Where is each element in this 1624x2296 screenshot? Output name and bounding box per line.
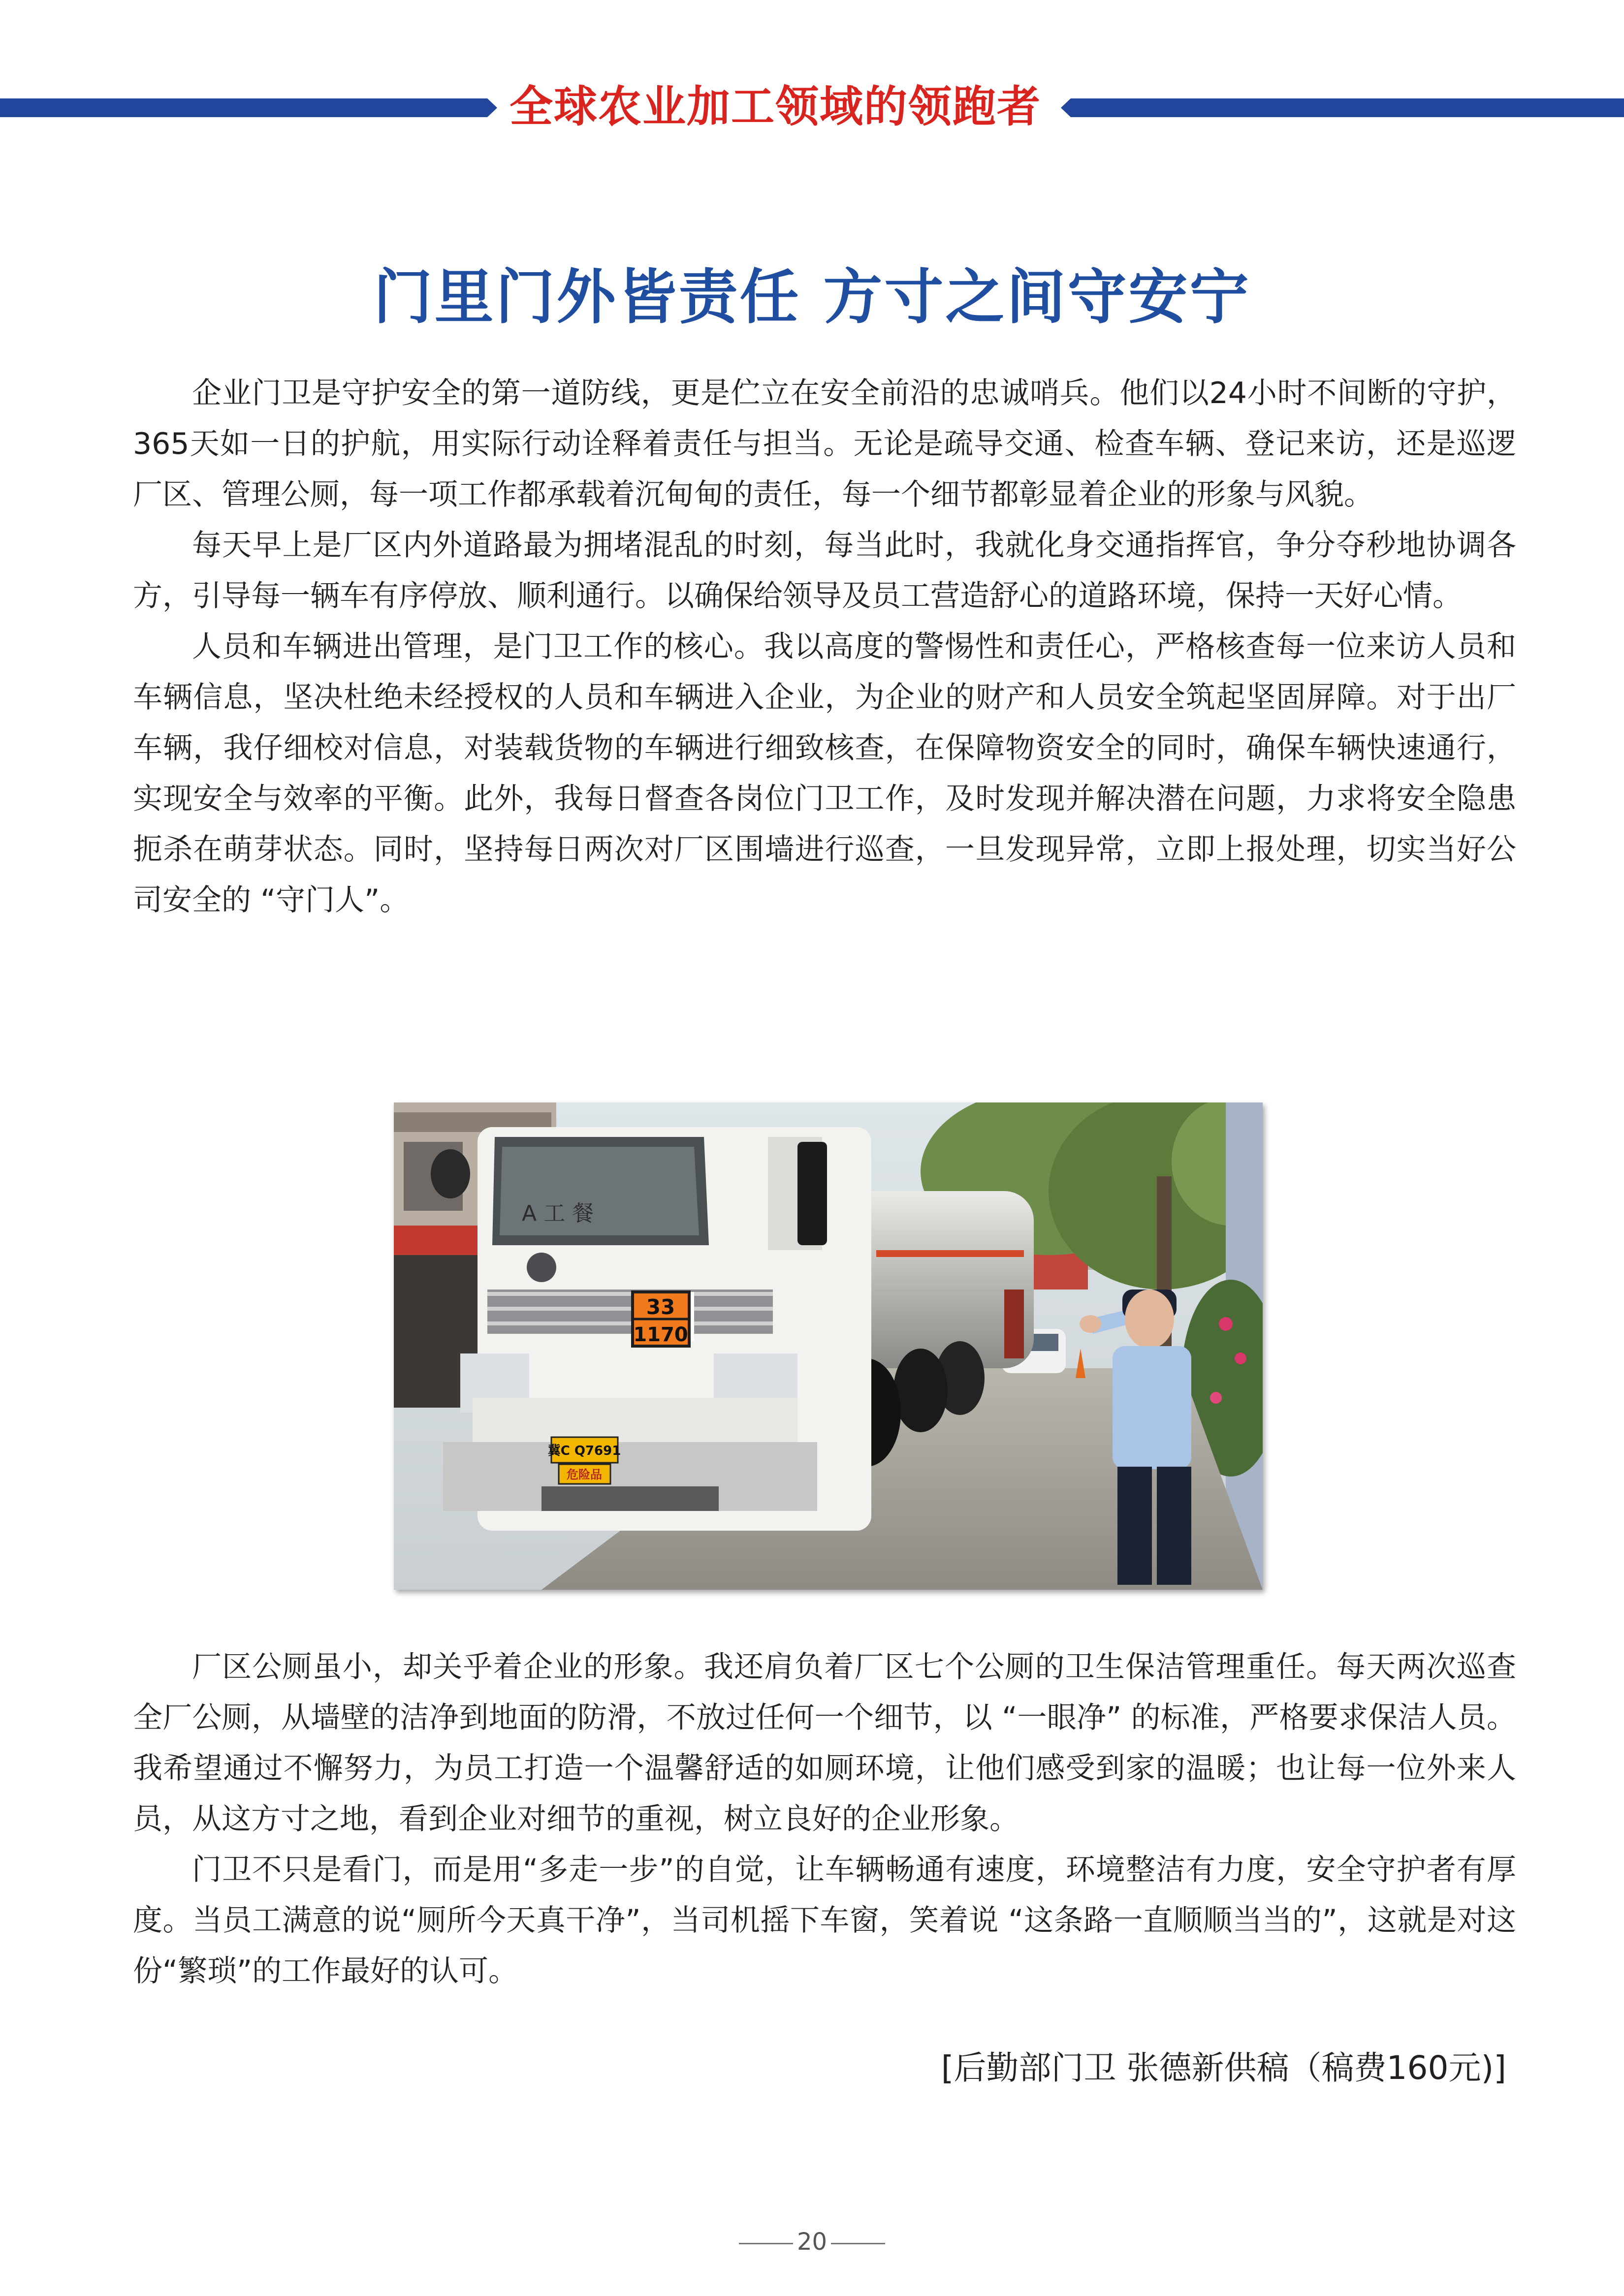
header-rule-right (1071, 98, 1624, 117)
hazard-plate (633, 1292, 689, 1346)
article-title: 门里门外皆责任 方寸之间守安宁 (373, 263, 1251, 332)
cab-text: A 工 餐 (522, 1201, 594, 1226)
page-footer (0, 2227, 1624, 2257)
paragraph-access-control: 人员和车辆进出管理，是门卫工作的核心。我以高度的警惕性和责任心，严格核查每一位来访人员和车辆信息，坚决杜绝未经授权的人员和车辆进入企业，为企业的财产和人员安全筑起坚固屏障。对于出厂车辆，我仔细校对信息，对装载货物的车辆进行细致核查，在保障物资安全的同时，确保车辆快速通行，实现安全与效率的平衡。此外，我每日督查各岗位门卫工作，及时发现并解决潜在问题，力求将安全隐患扼杀在萌芽状态。同时，坚持每日两次对厂区围墙进行巡查，一旦发现异常，立即上报处理，切实当好公司安全的 “守门人”。 (133, 629, 1516, 917)
article-signature: [后勤部门卫 张德新供稿（稿费160元)] (941, 2049, 1506, 2087)
header-title: 全球农业加工领域的领跑者 (509, 81, 1041, 132)
paragraph-traffic: 每天早上是厂区内外道路最为拥堵混乱的时刻，每当此时，我就化身交通指挥官，争分夺秒地协调各方，引导每一辆车有序停放、顺利通行。以确保给领导及员工营造舒心的道路环境，保持一天好心情。 (133, 528, 1516, 613)
license-plate-number: 冀C Q7691 (547, 1444, 621, 1458)
paragraph-intro: 企业门卫是守护安全的第一道防线，更是伫立在安全前沿的忠诚哨兵。他们以24小时不间断的守护，365天如一日的护航，用实际行动诠释着责任与担当。无论是疏导交通、检查车辆、登记来访，还是巡逻厂区、管理公厕，每一项工作都承载着沉甸甸的责任，每一个细节都彰显着企业的形象与风貌。 (133, 376, 1516, 512)
article-body-bottom (133, 1642, 1516, 1997)
hazard-plate-top: 33 (646, 1295, 675, 1319)
license-plate (548, 1437, 621, 1484)
grille (487, 1290, 773, 1334)
side-mirror (797, 1142, 827, 1245)
page-number: 20 (796, 2228, 828, 2256)
page-number-dash-right (831, 2243, 885, 2244)
header-rule-left (0, 98, 487, 117)
paragraph-conclusion: 门卫不只是看门，而是用“多走一步”的自觉，让车辆畅通有速度，环境整洁有力度，安全守护者有厚度。当员工满意的说“厕所今天真干净”，当司机摇下车窗，笑着说 “这条路一直顺顺当当的”，这就是对这份“繁琐”的工作最好的认可。 (133, 1853, 1516, 1988)
article-photo (394, 1102, 1263, 1590)
paragraph-restrooms: 厂区公厕虽小，却关乎着企业的形象。我还肩负着厂区七个公厕的卫生保洁管理重任。每天两次巡查全厂公厕，从墙壁的洁净到地面的防滑，不放过任何一个细节，以 “一眼净” 的标准，严格要求保洁人员。我希望通过不懈努力，为员工打造一个温馨舒适的如厕环境，让他们感受到家的温暖；也让每一位外来人员，从这方寸之地，看到企业对细节的重视，树立良好的企业形象。 (133, 1650, 1516, 1836)
hazard-plate-bottom: 1170 (633, 1323, 688, 1346)
header-rule-notch-right (1061, 98, 1071, 117)
hazard-label: 危险品 (567, 1468, 602, 1481)
page-number-dash-left (739, 2243, 793, 2244)
article-body-top (133, 368, 1516, 926)
